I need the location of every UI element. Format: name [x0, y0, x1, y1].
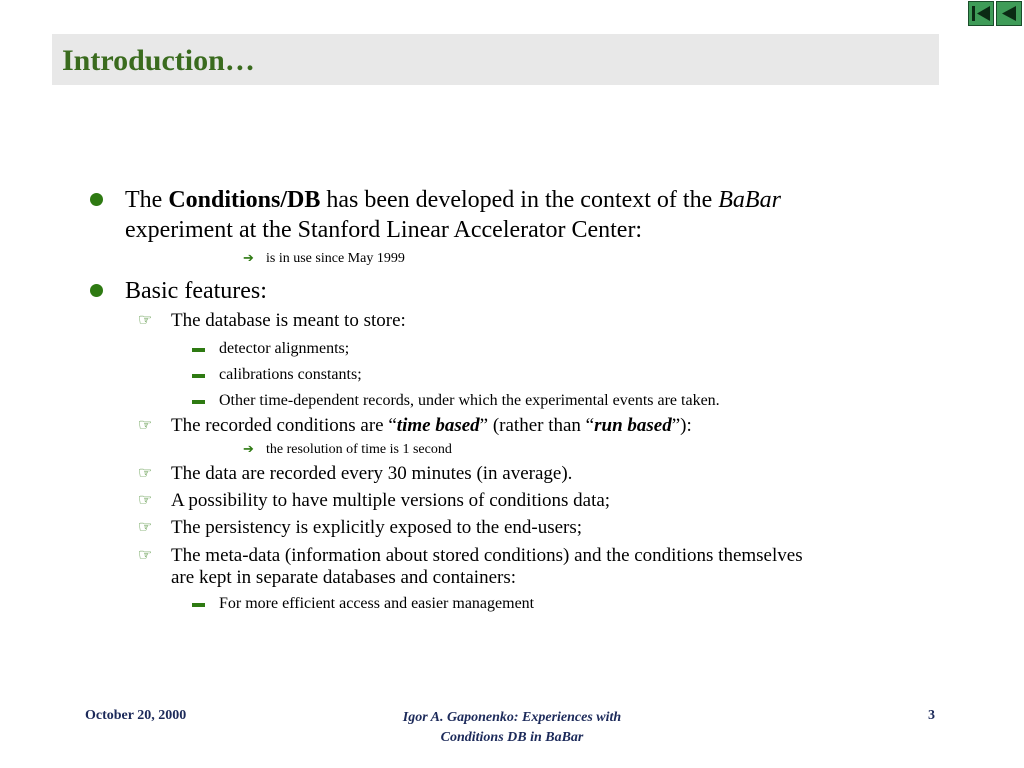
- store-item: detector alignments;: [219, 340, 350, 357]
- feature-persistency: The persistency is explicitly exposed to the end-users;: [171, 517, 583, 538]
- dash-icon: [192, 400, 205, 404]
- feature-versions: A possibility to have multiple versions of conditions data;: [171, 490, 611, 511]
- first-slide-icon: [970, 4, 992, 23]
- pointing-hand-icon: ☞: [138, 417, 153, 434]
- dash-icon: [192, 603, 205, 607]
- store-item: calibrations constants;: [219, 366, 362, 383]
- feature-time-based: [171, 415, 941, 437]
- arrow-icon: ➔: [243, 441, 254, 456]
- previous-slide-button[interactable]: [996, 1, 1022, 26]
- feature-store: The database is meant to store:: [171, 310, 406, 331]
- feature-metadata-line2: are kept in separate databases and containers:: [171, 567, 517, 588]
- text-segment: ”):: [671, 415, 692, 436]
- slide-title: Introduction…: [62, 44, 255, 77]
- sub-item-in-use: is in use since May 1999: [266, 251, 405, 266]
- sub-item-resolution: the resolution of time is 1 second: [266, 442, 452, 457]
- footer-author-line1: Igor A. Gaponenko: Experiences with: [402, 710, 622, 725]
- footer-author: [362, 708, 662, 748]
- arrow-icon: ➔: [243, 250, 254, 265]
- pointing-hand-icon: ☞: [138, 312, 153, 329]
- metadata-item: For more efficient access and easier management: [219, 595, 535, 612]
- first-slide-button[interactable]: [968, 1, 994, 26]
- feature-metadata: The meta-data (information about stored conditions) and the conditions themselves: [171, 545, 803, 566]
- pointing-hand-icon: ☞: [138, 465, 153, 482]
- text-segment: The recorded conditions are “: [171, 415, 397, 436]
- dash-icon: [192, 348, 205, 352]
- title-bar: [52, 34, 939, 85]
- store-item: Other time-dependent records, under which the experimental events are taken.: [219, 392, 720, 409]
- footer-author-line2: Conditions DB in BaBar: [440, 730, 584, 745]
- page-number: 3: [928, 708, 935, 723]
- previous-slide-icon: [998, 4, 1020, 23]
- run-based-term: run based: [594, 415, 672, 436]
- slide-navigation: [968, 1, 1022, 26]
- footer-date: October 20, 2000: [85, 708, 187, 723]
- conditions-db-term: Conditions/DB: [168, 187, 321, 213]
- text-segment: ” (rather than “: [479, 415, 595, 436]
- bullet-dot: [90, 284, 103, 297]
- bullet-conditions-db: [125, 185, 925, 215]
- pointing-hand-icon: ☞: [138, 492, 153, 509]
- bullet-basic-features: Basic features:: [125, 278, 267, 304]
- pointing-hand-icon: ☞: [138, 519, 153, 536]
- feature-recording-interval: The data are recorded every 30 minutes (in average).: [171, 463, 573, 484]
- bullet-dot: [90, 193, 103, 206]
- bullet-conditions-db-line2: experiment at the Stanford Linear Accelerator Center:: [125, 217, 643, 243]
- babar-term: BaBar: [718, 187, 781, 213]
- text-segment: has been developed in the context of the: [320, 187, 719, 213]
- text-segment: The: [125, 187, 169, 213]
- time-based-term: time based: [396, 415, 480, 436]
- pointing-hand-icon: ☞: [138, 547, 153, 564]
- dash-icon: [192, 374, 205, 378]
